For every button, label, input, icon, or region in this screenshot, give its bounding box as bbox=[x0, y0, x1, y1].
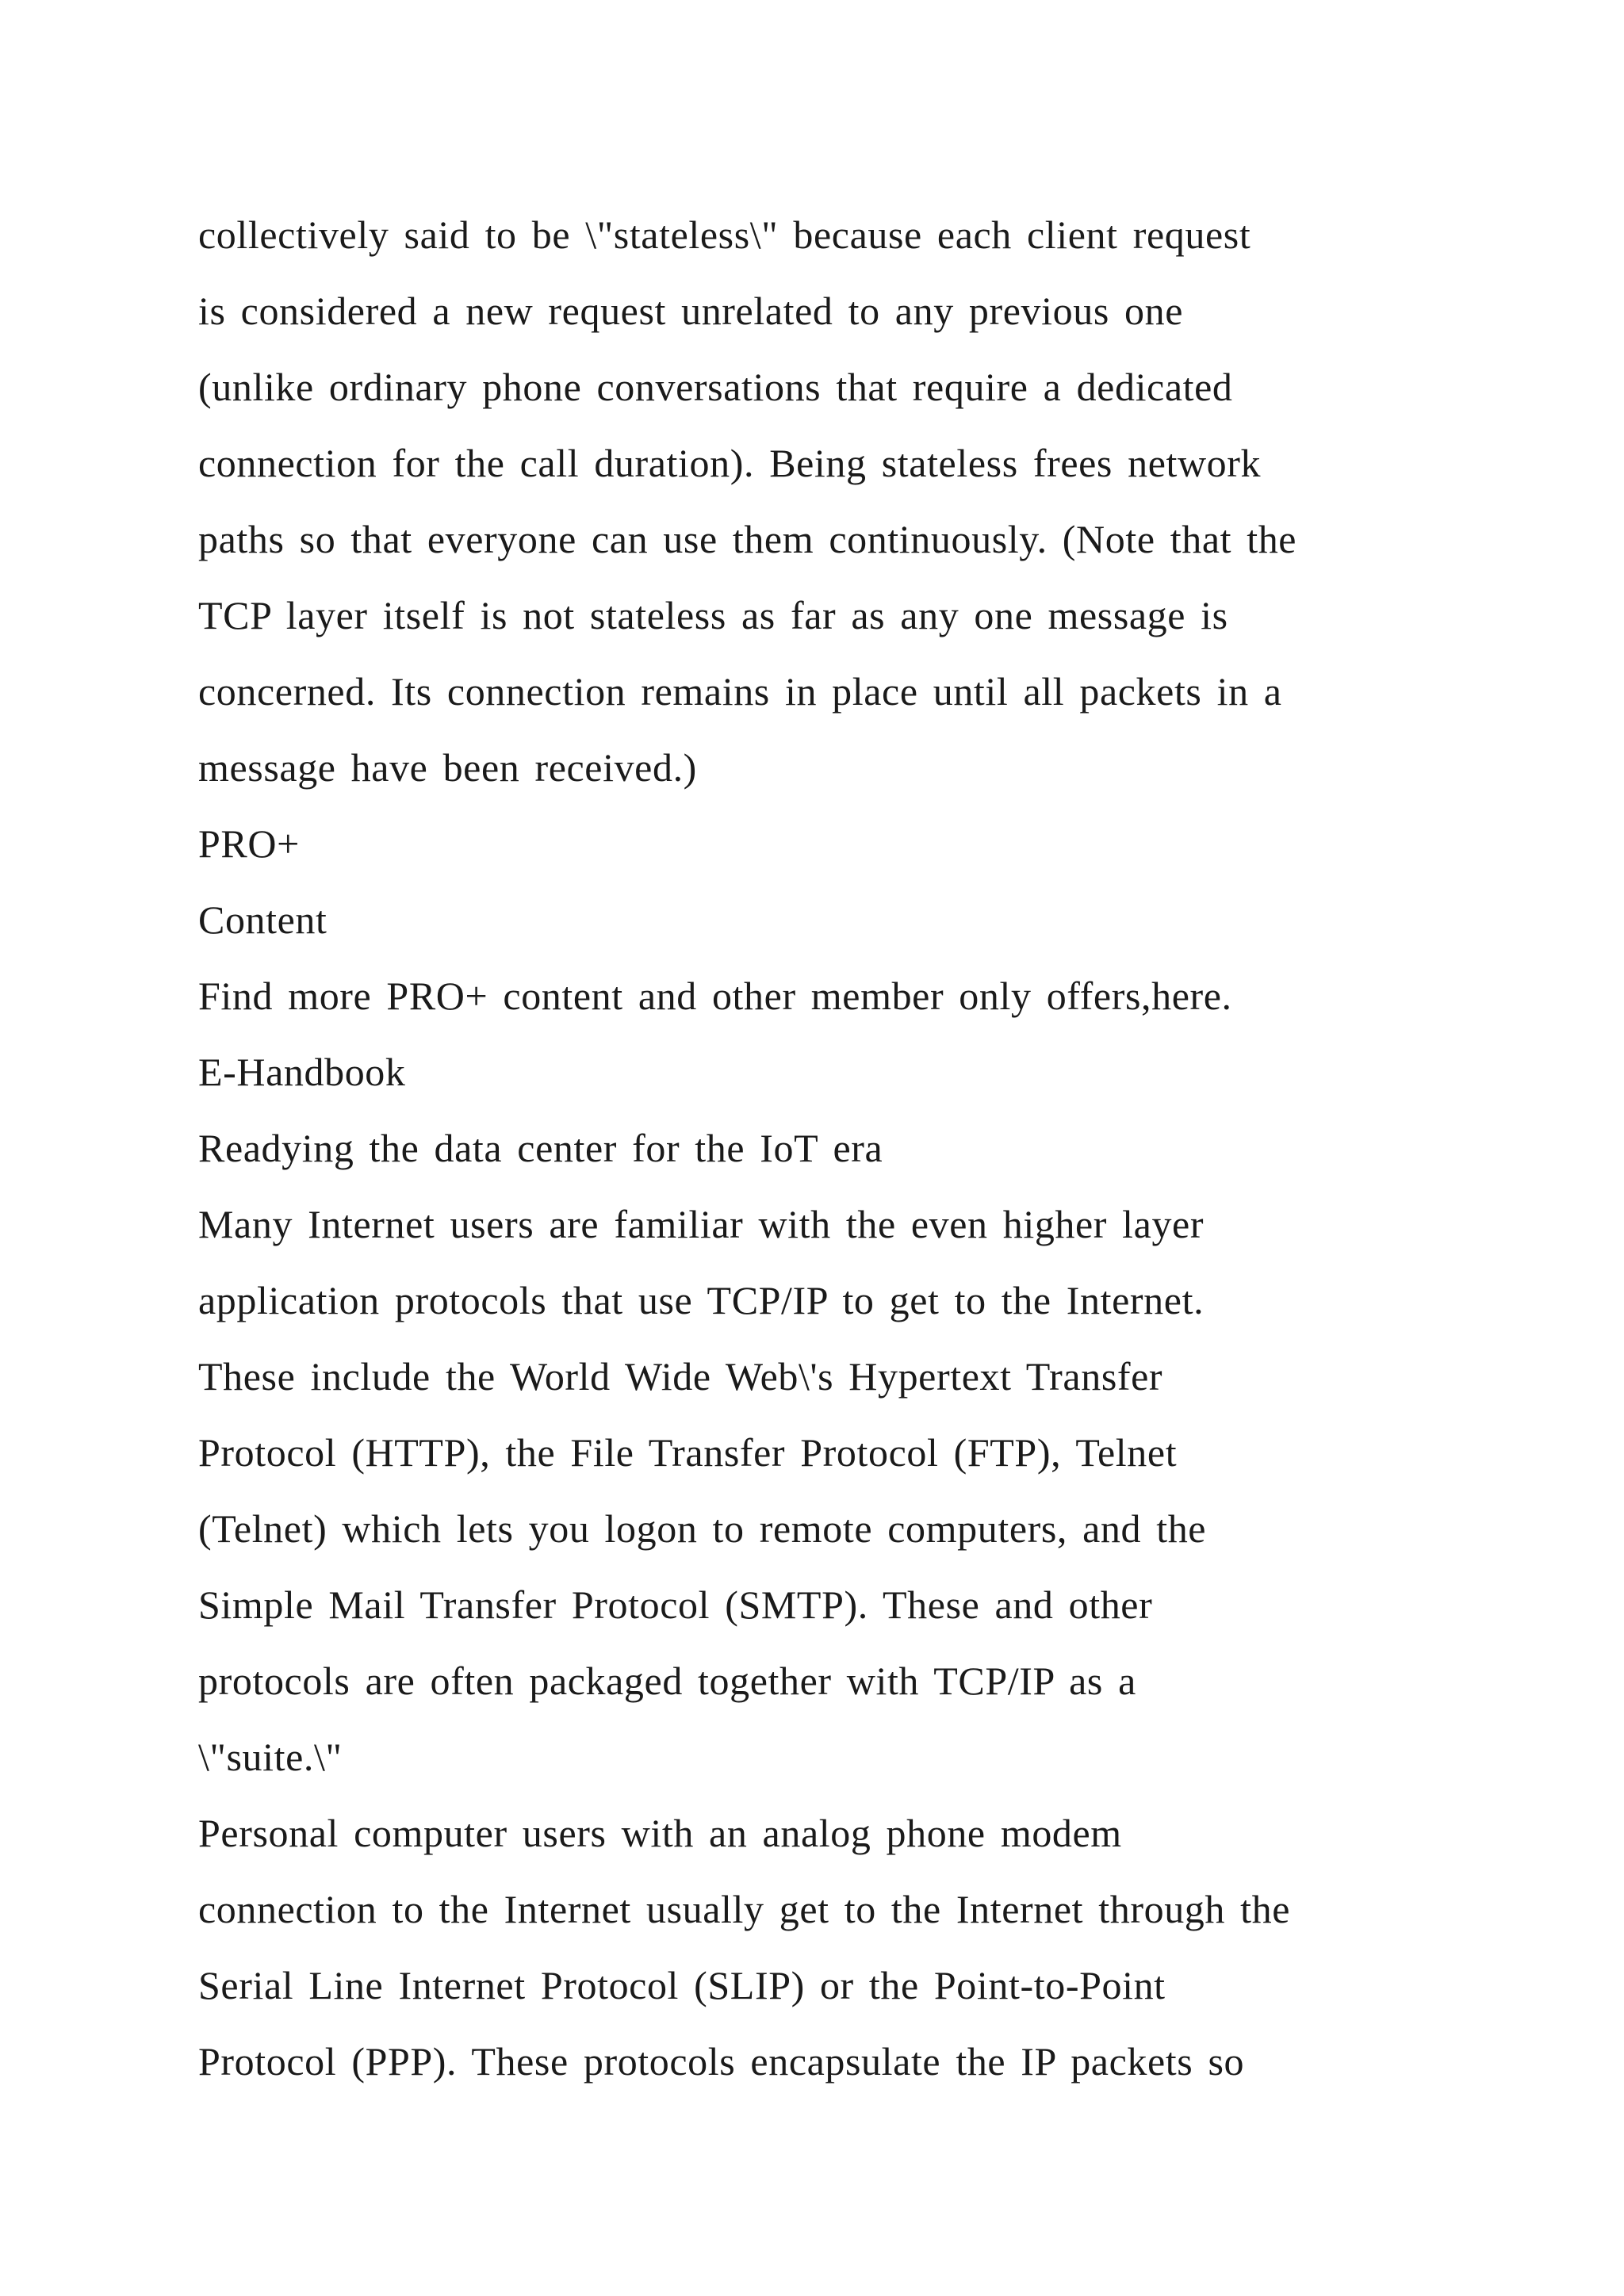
text-line: E-Handbook bbox=[198, 1050, 406, 1094]
text-line: protocols are often packaged together with TCP/IP as a bbox=[198, 1659, 1136, 1703]
text-line: connection for the call duration). Being stateless frees network bbox=[198, 441, 1262, 485]
text-line: These include the World Wide Web\'s Hypertext Transfer bbox=[198, 1354, 1163, 1399]
text-line: Simple Mail Transfer Protocol (SMTP). These and other bbox=[198, 1582, 1153, 1627]
text-line: PRO+ bbox=[198, 821, 300, 866]
text-line: Many Internet users are familiar with the even higher layer bbox=[198, 1202, 1205, 1246]
text-line: is considered a new request unrelated to any previous one bbox=[198, 289, 1183, 333]
text-line: (unlike ordinary phone conversations that require a dedicated bbox=[198, 365, 1233, 409]
text-line: collectively said to be \"stateless\" because each client request bbox=[198, 212, 1251, 257]
text-line: Content bbox=[198, 897, 327, 942]
text-line: connection to the Internet usually get to the Internet through the bbox=[198, 1887, 1290, 1931]
text-line: (Telnet) which lets you logon to remote computers, and the bbox=[198, 1506, 1207, 1551]
text-line: Readying the data center for the IoT era bbox=[198, 1126, 883, 1170]
text-line: application protocols that use TCP/IP to get to the Internet. bbox=[198, 1278, 1205, 1322]
text-line: TCP layer itself is not stateless as far as any one message is bbox=[198, 593, 1228, 637]
text-line: paths so that everyone can use them continuously. (Note that the bbox=[198, 517, 1297, 561]
text-line: \"suite.\" bbox=[198, 1735, 343, 1779]
text-line: Protocol (HTTP), the File Transfer Protocol (FTP), Telnet bbox=[198, 1430, 1178, 1475]
text-line: Personal computer users with an analog phone modem bbox=[198, 1811, 1122, 1855]
text-line: Serial Line Internet Protocol (SLIP) or the Point-to-Point bbox=[198, 1963, 1166, 2007]
text-line: message have been received.) bbox=[198, 745, 697, 790]
text-line: Find more PRO+ content and other member only offers,here. bbox=[198, 974, 1232, 1018]
text-line: Protocol (PPP). These protocols encapsulate the IP packets so bbox=[198, 2039, 1245, 2084]
text-line: concerned. Its connection remains in place until all packets in a bbox=[198, 669, 1282, 714]
body-text bbox=[198, 197, 1530, 2099]
